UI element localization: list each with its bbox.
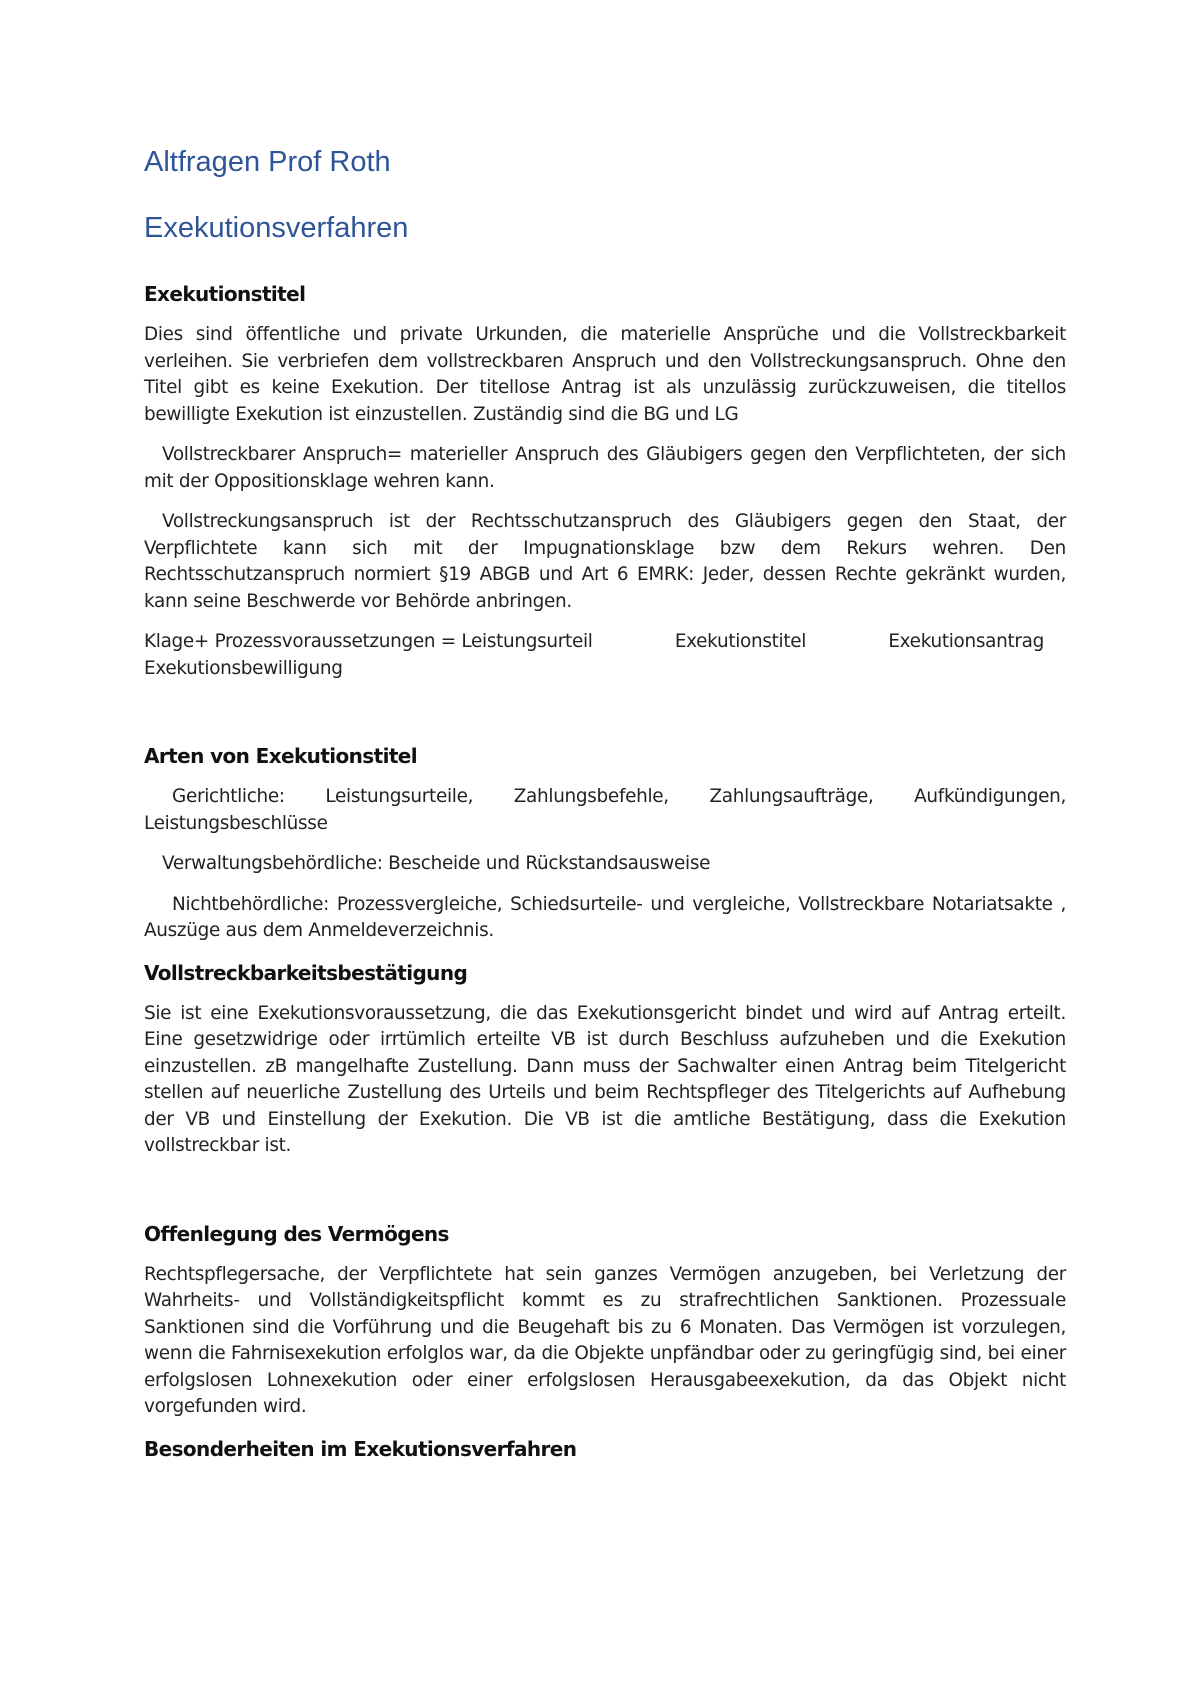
section-heading-offenlegung: Offenlegung des Vermögens — [144, 1221, 449, 1246]
section-heading-besonderheiten: Besonderheiten im Exekutionsverfahren — [144, 1436, 577, 1461]
chain-step: Exekutionstitel — [674, 631, 807, 652]
procedure-chain — [144, 629, 1044, 656]
document-body — [144, 140, 1066, 1463]
chain-step: Exekutionsbewilligung — [144, 657, 343, 679]
paragraph: Verwaltungsbehördliche: Bescheide und Rückstandsausweise — [162, 853, 711, 874]
section-heading-exekutionstitel: Exekutionstitel — [144, 282, 306, 306]
paragraph: Rechtspflegersache, der Verpflichtete hat sein ganzes Vermögen anzugeben, bei Verletzung der Wahrheits- und Vollständigkeitspflicht kommt es zu strafrechtlichen Sanktionen. Prozessuale Sanktionen sind die Vorführung und die Beugehaft bis zu 6 Monaten. Das Vermögen ist vorzulegen, wenn die Fahrnisexekution erfolglos war, da die Objekte unpfändbar oder zu geringfügig sind, bei einer erfolgslosen Lohnexekution oder einer erfolgslosen Herausgabeexekution, da das Objekt nicht vorgefunden wird. — [144, 1263, 1066, 1417]
paragraph: Vollstreckbarer Anspruch= materieller Anspruch des Gläubigers gegen den Verpflichteten, der sich mit der Oppositionsklage wehren kann. — [144, 444, 1066, 492]
chain-step: Exekutionsantrag — [888, 631, 1044, 652]
paragraph: Nichtbehördliche: Prozessvergleiche, Schiedsurteile- und vergleiche, Vollstreckbare Notariatsakte , Auszüge aus dem Anmeldeverzeichnis. — [144, 893, 1066, 941]
paragraph: Vollstreckungsanspruch ist der Rechtsschutzanspruch des Gläubigers gegen den Staat, der Verpflichtete kann sich mit der Impugnationsklage bzw dem Rekurs wehren. Den Rechtsschutzanspruch normiert §19 ABGB und Art 6 EMRK: Jeder, dessen Rechte gekränkt wurden, kann seine Beschwerde vor Behörde anbringen. — [144, 511, 1066, 612]
paragraph: Gerichtliche: Leistungsurteile, Zahlungsbefehle, Zahlungsaufträge, Aufkündigungen, Leistungsbeschlüsse — [144, 786, 1066, 834]
paragraph: Sie ist eine Exekutionsvoraussetzung, die das Exekutionsgericht bindet und wird auf Antrag erteilt. Eine gesetzwidrige oder irrtümlich erteilte VB ist durch Beschluss aufzuheben und die Exekution einzustellen. zB mangelhafte Zustellung. Dann muss der Sachwalter einen Antrag beim Titelgericht stellen auf neuerliche Zustellung des Urteils und beim Rechtspfleger des Titelgerichts auf Aufhebung der VB und Einstellung der Exekution. Die VB ist die amtliche Bestätigung, dass die Exekution vollstreckbar ist. — [144, 1002, 1066, 1156]
section-heading-vollstreckbarkeitsbestaetigung: Vollstreckbarkeitsbestätigung — [144, 960, 468, 985]
document-title: Altfragen Prof Roth — [144, 146, 391, 178]
section-heading-arten: Arten von Exekutionstitel — [144, 744, 418, 768]
paragraph: Dies sind öffentliche und private Urkunden, die materielle Ansprüche und die Vollstreckbarkeit verleihen. Sie verbriefen dem vollstreckbaren Anspruch und den Vollstreckungsanspruch. Ohne den Titel gibt es keine Exekution. Der titellose Antrag ist als unzulässig zurückzuweisen, die titellos bewilligte Exekution ist einzustellen. Zuständig sind die BG und LG — [144, 324, 1066, 425]
chain-step: Klage+ Prozessvoraussetzungen = Leistungsurteil — [144, 631, 593, 652]
document-subtitle: Exekutionsverfahren — [144, 212, 409, 244]
